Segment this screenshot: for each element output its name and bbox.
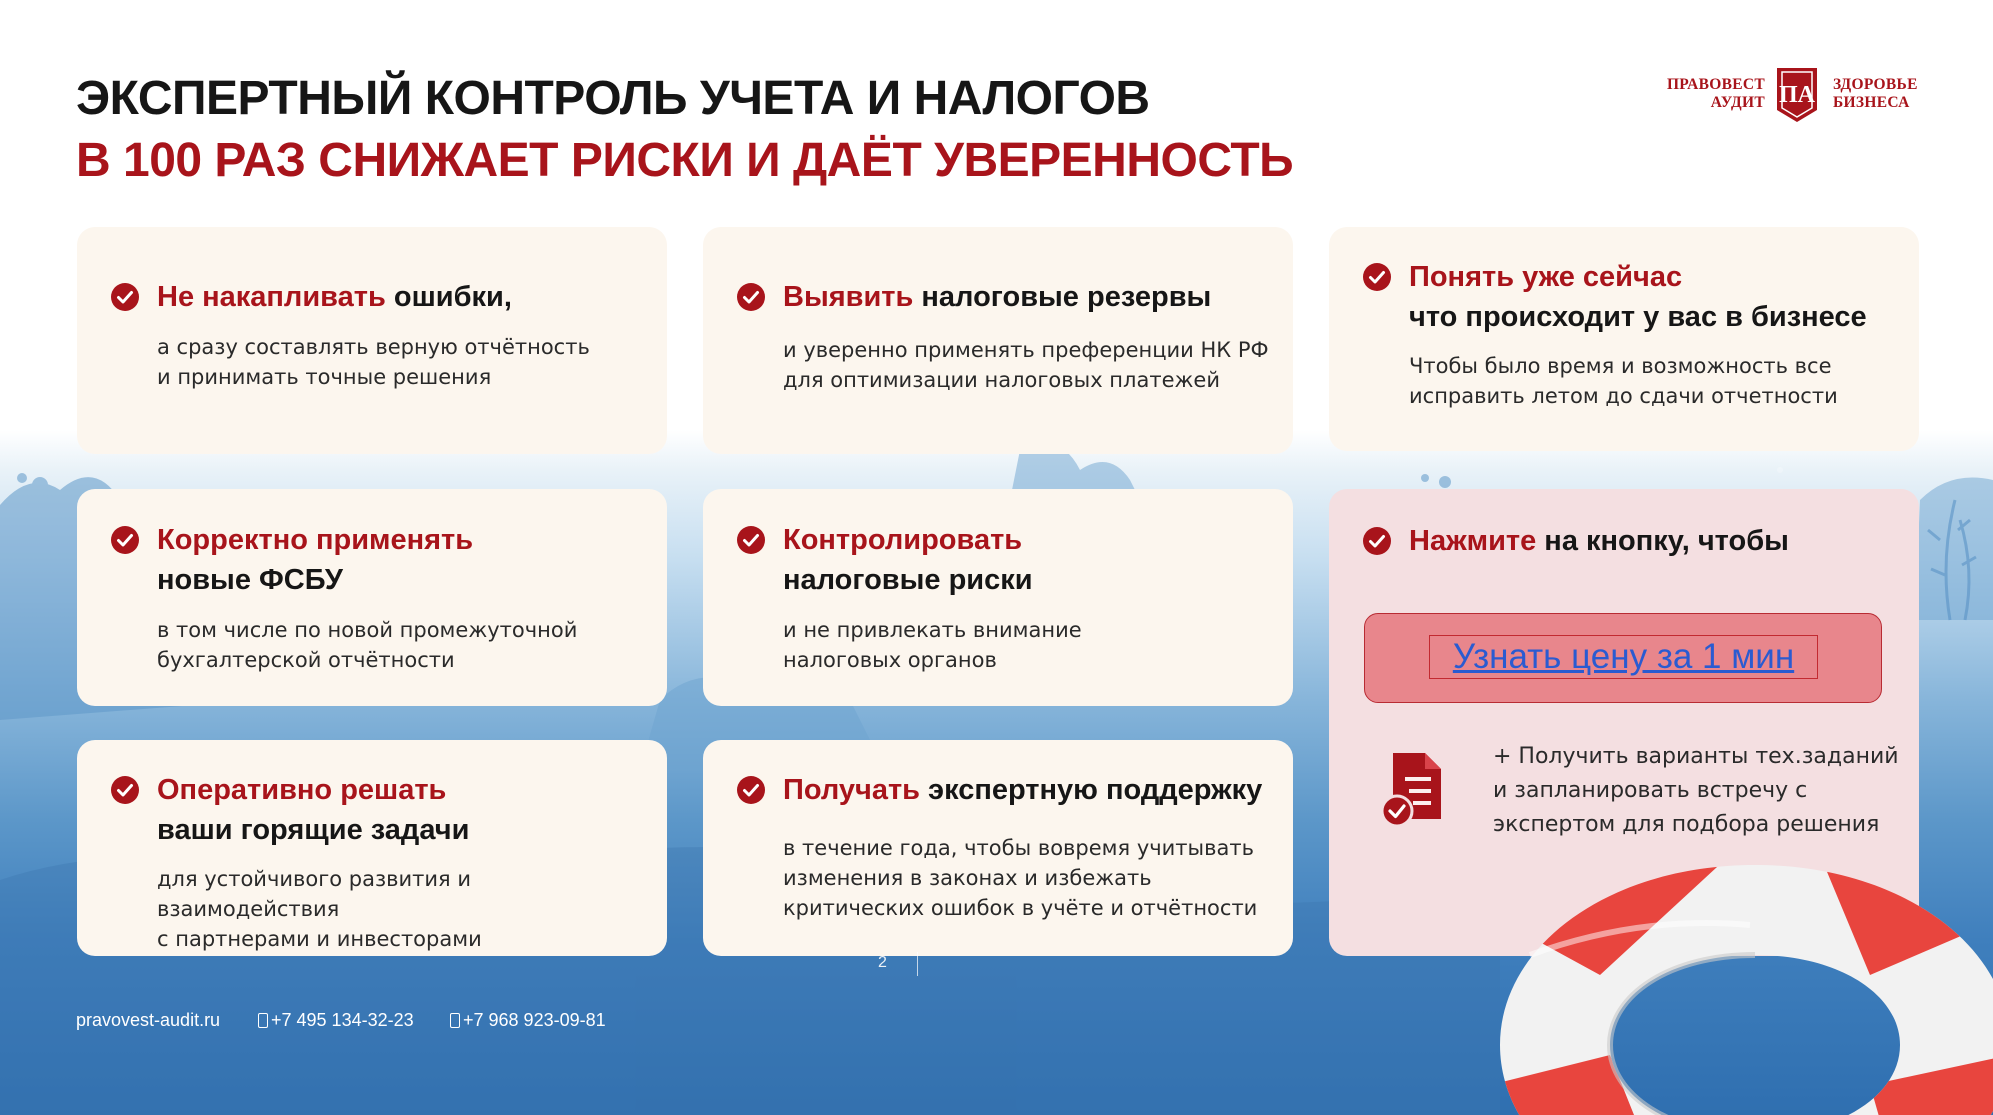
benefit-card-understand [1329, 227, 1919, 451]
card-heading [783, 520, 1275, 600]
logo-right-line-1: ЗДОРОВЬЕ [1833, 76, 1918, 93]
logo-left-line-1: ПРАВОВЕСТ [1666, 76, 1765, 93]
card-body-line: а сразу составлять верную отчётность [157, 335, 590, 359]
get-price-link[interactable]: Узнать цену за 1 мин [1429, 635, 1818, 679]
card-body-line: изменения в законах и избежать [783, 866, 1152, 890]
card-body-line: и принимать точные решения [157, 365, 492, 389]
check-circle-icon [111, 776, 139, 804]
check-circle-icon [1363, 527, 1391, 555]
card-body [1409, 351, 1901, 411]
company-logo [1655, 64, 1920, 126]
logo-left-line-2: АУДИТ [1710, 94, 1765, 111]
logo-right-line-2: БИЗНЕСА [1833, 94, 1910, 111]
card-heading-line-2: налоговые риски [783, 564, 1033, 596]
cta-extra-line: экспертом для подбора решения [1493, 812, 1880, 837]
page-number: 2 [878, 954, 887, 971]
check-circle-icon [111, 526, 139, 554]
logo-left-text [1655, 76, 1765, 112]
check-circle-icon [737, 283, 765, 311]
check-circle-icon [737, 526, 765, 554]
cta-extra-line: и запланировать встречу с [1493, 778, 1808, 803]
cta-heading-rest: на кнопку, чтобы [1536, 525, 1789, 557]
card-heading [157, 277, 649, 317]
footer-phone-2-text: +7 968 923-09-81 [463, 1010, 606, 1030]
card-body-line: Чтобы было время и возможность все [1409, 354, 1832, 378]
card-body-line: и не привлекать внимание [783, 618, 1082, 642]
card-body-line: для оптимизации налоговых платежей [783, 368, 1220, 392]
card-heading [157, 770, 649, 850]
title-line-2: В 100 РАЗ СНИЖАЕТ РИСКИ И ДАЁТ УВЕРЕННОСТЬ [76, 134, 1294, 187]
check-circle-icon [1363, 263, 1391, 291]
card-body-line: для устойчивого развития и взаимодействия [157, 867, 472, 921]
phone-icon [450, 1013, 460, 1028]
card-body [157, 864, 649, 954]
cta-heading-accent: Нажмите [1409, 525, 1537, 557]
lifebuoy-illustration [1490, 855, 1993, 1115]
card-heading [1409, 257, 1901, 337]
card-heading [783, 277, 1275, 317]
card-heading-accent: Не накапливать [157, 281, 386, 313]
benefit-card-tax-risks [703, 489, 1293, 706]
card-heading-rest: налоговые резервы [913, 281, 1212, 313]
logo-right-text [1833, 76, 1933, 112]
card-heading-rest: экспертную поддержку [920, 774, 1263, 806]
title-line-1: ЭКСПЕРТНЫЙ КОНТРОЛЬ УЧЕТА И НАЛОГОВ [76, 72, 1150, 125]
benefit-card-urgent-tasks [77, 740, 667, 956]
footer-website-link[interactable]: pravovest-audit.ru [76, 1010, 221, 1030]
card-body-line: исправить летом до сдачи отчетности [1409, 384, 1838, 408]
benefit-card-fsbu [77, 489, 667, 706]
phone-icon [258, 1013, 268, 1028]
card-heading-accent: Оперативно решать [157, 774, 447, 806]
footer-phone-1[interactable] [258, 1008, 414, 1032]
benefit-card-reserves [703, 227, 1293, 454]
benefit-card-expert-support [703, 740, 1293, 956]
document-check-icon [1379, 749, 1449, 833]
logo-mark-text: ПА [1779, 82, 1815, 108]
card-heading-line-2: что происходит у вас в бизнесе [1409, 301, 1867, 333]
get-price-button[interactable] [1364, 613, 1882, 703]
logo-mark-icon [1773, 64, 1821, 126]
card-body [783, 833, 1275, 923]
card-body-line: в том числе по новой промежуточной [157, 618, 578, 642]
footer-phone-1-text: +7 495 134-32-23 [271, 1010, 414, 1030]
card-heading-line-2: ваши горящие задачи [157, 814, 470, 846]
card-body [157, 332, 649, 392]
card-heading-rest: ошибки, [385, 281, 512, 313]
card-heading-accent: Получать [783, 774, 920, 806]
card-body [783, 335, 1275, 395]
card-body-line: критических ошибок в учёте и отчётности [783, 896, 1258, 920]
check-circle-icon [111, 283, 139, 311]
card-body-line: и уверенно применять преференции НК РФ [783, 338, 1269, 362]
card-heading-accent: Контролировать [783, 524, 1023, 556]
benefit-card-errors [77, 227, 667, 454]
card-heading-accent: Выявить [783, 281, 914, 313]
cta-heading [1409, 521, 1789, 561]
card-body [783, 615, 1275, 675]
card-heading [157, 520, 649, 600]
page-separator [917, 952, 918, 976]
cta-extra-line: + Получить варианты тех.заданий [1493, 744, 1899, 769]
card-heading [783, 770, 1275, 810]
page-title [76, 68, 1293, 192]
card-body-line: с партнерами и инвесторами [157, 927, 482, 951]
cta-extra-text [1493, 740, 1899, 842]
card-body-line: бухгалтерской отчётности [157, 648, 455, 672]
card-heading-accent: Понять уже сейчас [1409, 261, 1683, 293]
footer-phone-2[interactable] [450, 1008, 606, 1032]
card-body-line: в течение года, чтобы вовремя учитывать [783, 836, 1254, 860]
card-body [157, 615, 649, 675]
card-body-line: налоговых органов [783, 648, 997, 672]
check-circle-icon [737, 776, 765, 804]
card-heading-line-2: новые ФСБУ [157, 564, 343, 596]
card-heading-accent: Корректно применять [157, 524, 474, 556]
